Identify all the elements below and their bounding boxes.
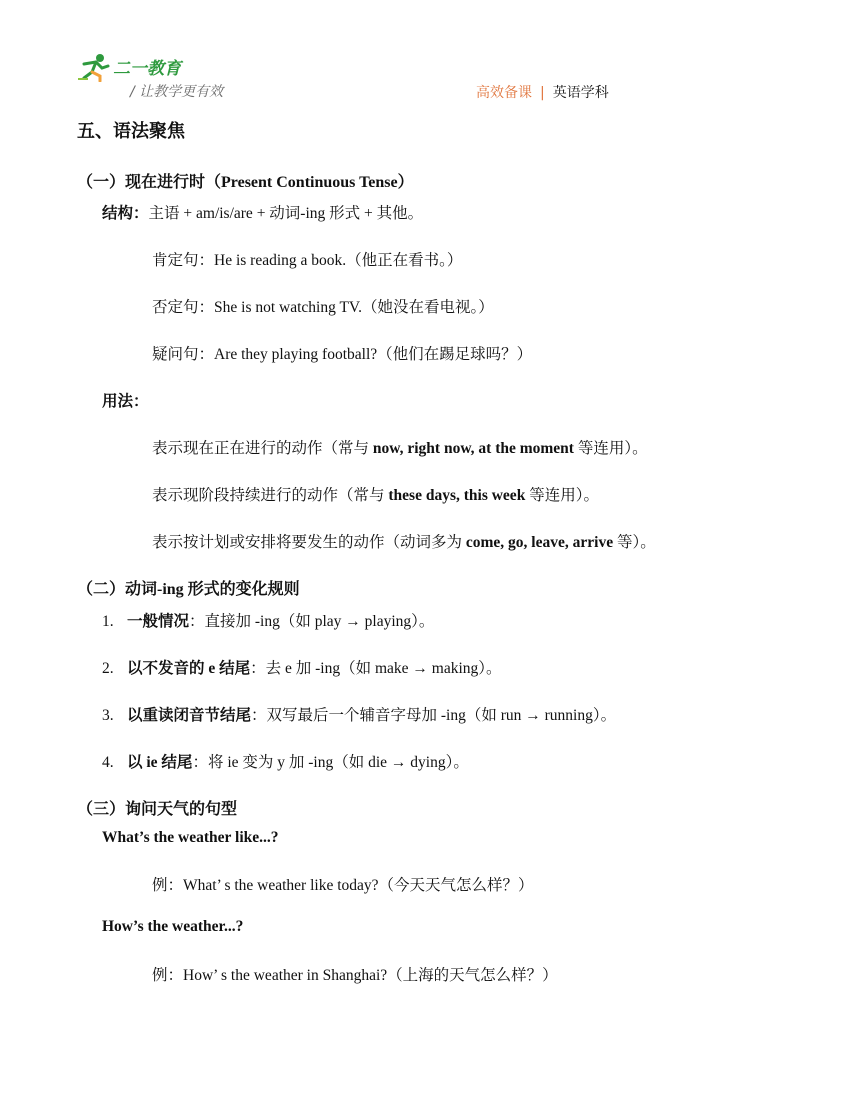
rule-number: 3. <box>102 707 114 724</box>
usage-post: 等连用）。 <box>573 440 648 457</box>
usage-bold: these days, this week <box>388 487 526 504</box>
logo-text: 二一教育 <box>113 59 181 79</box>
example-text: She is not watching TV.（她没在看电视。） <box>214 299 494 316</box>
section-title: 五、语法聚焦 <box>77 121 185 142</box>
rule-number: 2. <box>102 660 114 677</box>
rule-text: ：去 e 加 -ing（如 make → making）。 <box>250 660 502 677</box>
part3-title: （三）询问天气的句型 <box>77 801 238 818</box>
usage-item <box>152 483 599 505</box>
header-subject: 英语学科 <box>552 85 609 101</box>
rule-item <box>102 703 616 725</box>
rule-item <box>102 609 434 631</box>
usage-label: 用法： <box>102 393 149 410</box>
structure-line <box>102 201 423 223</box>
part2-title: （二）动词-ing 形式的变化规则 <box>77 581 300 598</box>
usage-pre: 表示现在正在进行的动作（常与 <box>152 440 373 457</box>
example-negative <box>152 295 494 317</box>
usage-bold: now, right now, at the moment <box>372 440 574 457</box>
example-text: He is reading a book.（他正在看书。） <box>214 252 463 269</box>
usage-post: 等）。 <box>613 534 656 551</box>
part1-title: （一）现在进行时（Present Continuous Tense） <box>77 174 414 191</box>
example-label: 肯定句： <box>152 252 215 269</box>
slogan: / 让教学更有效 <box>130 84 224 100</box>
example-text: Are they playing football?（他们在踢足球吗？） <box>214 346 533 363</box>
header-separator: | <box>540 85 545 101</box>
usage-pre: 表示现阶段持续进行的动作（常与 <box>152 487 389 504</box>
pattern-what: What’s the weather like...? <box>102 829 279 846</box>
rule-bold: 以不发音的 e 结尾 <box>127 660 251 677</box>
rule-text: ：直接加 -ing（如 play → playing）。 <box>189 613 435 630</box>
header-tag: 高效备课 <box>476 85 532 101</box>
usage-post: 等连用）。 <box>525 487 599 504</box>
logo-runner-icon <box>78 52 112 82</box>
usage-pre: 表示按计划或安排将要发生的动作（动词多为 <box>152 534 466 551</box>
usage-item <box>152 530 656 552</box>
example-label: 疑问句： <box>152 346 215 363</box>
rule-item <box>102 656 502 678</box>
example-affirmative <box>152 248 462 270</box>
example-label: 否定句： <box>152 299 215 316</box>
rule-bold: 一般情况 <box>127 613 190 630</box>
rule-number: 4. <box>102 754 114 771</box>
rule-text: ：双写最后一个辅音字母加 -ing（如 run → running）。 <box>251 707 617 724</box>
structure-label: 结构： <box>102 205 149 222</box>
example-what: 例：What’ s the weather like today?（今天天气怎么样？） <box>152 877 534 894</box>
usage-item <box>152 436 648 458</box>
usage-bold: come, go, leave, arrive <box>465 534 614 551</box>
rule-number: 1. <box>102 613 114 630</box>
rule-item <box>102 750 469 772</box>
example-question <box>152 342 532 364</box>
header-right <box>476 82 609 102</box>
rule-bold: 以 ie 结尾 <box>127 754 193 771</box>
pattern-how: How’s the weather...? <box>102 918 244 935</box>
structure-text: 主语 + am/is/are + 动词-ing 形式 + 其他。 <box>148 205 424 222</box>
example-how: 例：How’ s the weather in Shanghai?（上海的天气怎么样？） <box>152 967 558 984</box>
rule-bold: 以重读闭音节结尾 <box>127 707 252 724</box>
rule-text: ：将 ie 变为 y 加 -ing（如 die → dying）。 <box>192 754 469 771</box>
